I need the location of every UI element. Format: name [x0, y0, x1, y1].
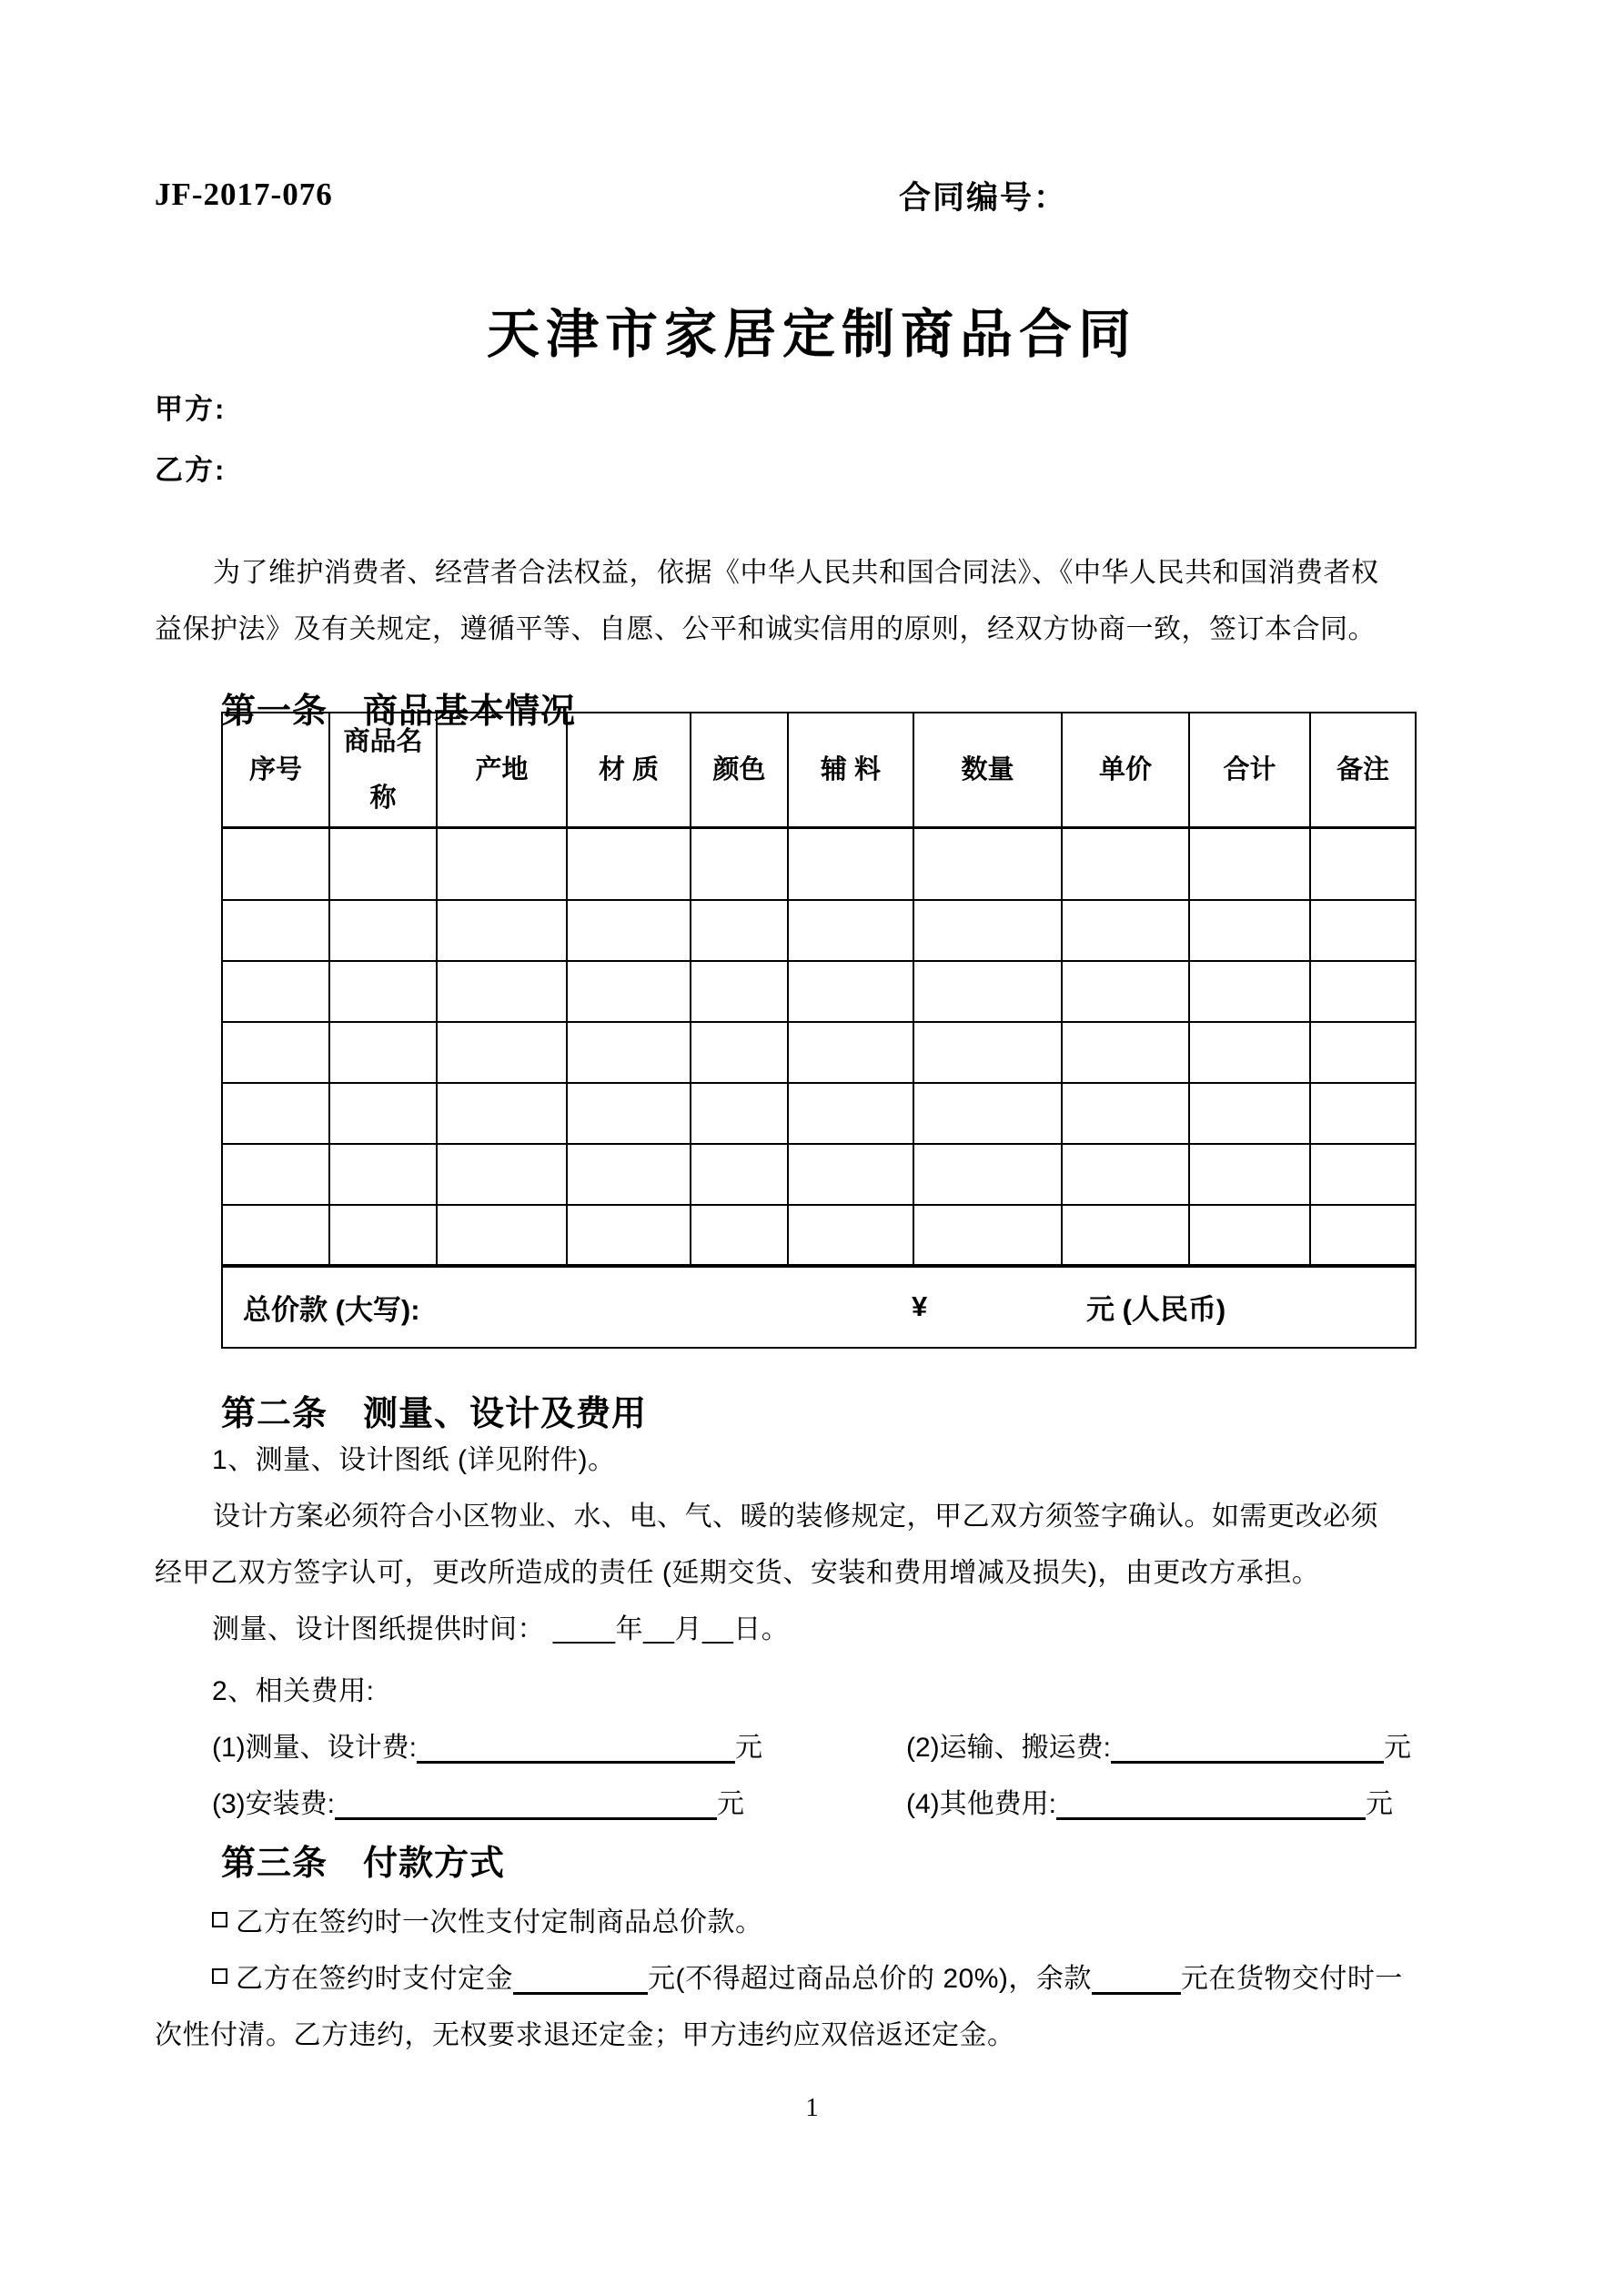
- table-cell[interactable]: [1189, 900, 1310, 961]
- table-cell[interactable]: [691, 828, 788, 900]
- payment-option-1-text: 乙方在签约时一次性支付定制商品总价款。: [236, 1907, 763, 1937]
- article2-item1: 1、测量、设计图纸 (详见附件)。: [212, 1445, 616, 1475]
- table-cell[interactable]: [1310, 1083, 1416, 1144]
- table-cell[interactable]: [329, 961, 437, 1022]
- table-cell[interactable]: [691, 1144, 788, 1205]
- header-cell-color: 颜色: [691, 713, 788, 828]
- table-cell[interactable]: [913, 961, 1062, 1022]
- fee-label-4: (4)其他费用:: [906, 1789, 1056, 1819]
- header-cell-subtotal: 合计: [1189, 713, 1310, 828]
- table-cell[interactable]: [567, 961, 691, 1022]
- article3-heading: 第三条 付款方式: [221, 1845, 506, 1883]
- page-title: 天津市家居定制商品合同: [486, 305, 1137, 364]
- table-cell[interactable]: [788, 1144, 913, 1205]
- payment-option-2-line-2: 次性付清。乙方违约，无权要求退还定金；甲方违约应双倍返还定金。: [155, 2020, 1015, 2050]
- header-cell-origin: 产地: [437, 713, 567, 828]
- table-cell[interactable]: [1189, 1205, 1310, 1266]
- fee-blank-2[interactable]: [1111, 1733, 1384, 1764]
- table-cell[interactable]: [691, 1083, 788, 1144]
- table-cell[interactable]: [1189, 1022, 1310, 1083]
- intro-line-2: 益保护法》及有关规定，遵循平等、自愿、公平和诚实信用的原则，经双方协商一致，签订本合同。: [155, 614, 1376, 644]
- contract-number-label: 合同编号：: [899, 180, 1068, 216]
- table-total-row: [222, 1266, 1416, 1348]
- fee-label-3: (3)安装费:: [212, 1789, 335, 1819]
- article2-para-line-1: 设计方案必须符合小区物业、水、电、气、暖的装修规定，甲乙双方须签字确认。如需更改必须: [213, 1502, 1378, 1532]
- table-cell[interactable]: [691, 1205, 788, 1266]
- table-cell[interactable]: [222, 900, 329, 961]
- table-cell[interactable]: [1062, 961, 1189, 1022]
- table-cell[interactable]: [567, 900, 691, 961]
- table-cell[interactable]: [437, 961, 567, 1022]
- table-cell[interactable]: [567, 1022, 691, 1083]
- total-price-label: 总价款 (大写):: [243, 1293, 420, 1326]
- header-cell-unit-price: 单价: [1062, 713, 1189, 828]
- table-cell[interactable]: [437, 1083, 567, 1144]
- table-cell[interactable]: [1310, 828, 1416, 900]
- table-cell[interactable]: [437, 828, 567, 900]
- table-cell[interactable]: [788, 1205, 913, 1266]
- fee-unit-4: 元: [1366, 1789, 1393, 1819]
- table-row: [222, 961, 1416, 1022]
- article1-heading: 第一条 商品基本情况: [221, 693, 577, 731]
- table-cell[interactable]: [913, 900, 1062, 961]
- table-cell[interactable]: [222, 961, 329, 1022]
- article2-para-line-2: 经甲乙双方签字认可，更改所造成的责任 (延期交货、安装和费用增减及损失)，由更改方承担。: [155, 1558, 1320, 1588]
- products-table-wrap: [221, 712, 1417, 1349]
- balance-amount-blank[interactable]: [1092, 1964, 1181, 1995]
- total-price-cell[interactable]: [222, 1266, 1416, 1348]
- table-cell[interactable]: [329, 1205, 437, 1266]
- table-cell[interactable]: [437, 1144, 567, 1205]
- table-cell[interactable]: [1062, 828, 1189, 900]
- table-cell[interactable]: [913, 1144, 1062, 1205]
- table-cell[interactable]: [691, 900, 788, 961]
- fee-label-1: (1)测量、设计费:: [212, 1733, 417, 1763]
- table-cell[interactable]: [329, 1144, 437, 1205]
- header-cell-product-name: 商品名称: [329, 713, 437, 828]
- table-cell[interactable]: [567, 1144, 691, 1205]
- table-cell[interactable]: [788, 961, 913, 1022]
- article2-item2: 2、相关费用:: [212, 1676, 375, 1706]
- table-cell[interactable]: [1189, 961, 1310, 1022]
- fee-row-2: [212, 1776, 1513, 1833]
- article2-paragraph: [155, 1489, 1515, 1602]
- table-cell[interactable]: [913, 1022, 1062, 1083]
- table-row: [222, 900, 1416, 961]
- table-cell[interactable]: [691, 1022, 788, 1083]
- table-cell[interactable]: [437, 1205, 567, 1266]
- header-cell-index: 序号: [222, 713, 329, 828]
- fee-item-4: [906, 1776, 1393, 1833]
- table-row: [222, 1205, 1416, 1266]
- table-cell[interactable]: [913, 828, 1062, 900]
- table-cell[interactable]: [1062, 1205, 1189, 1266]
- table-cell[interactable]: [1062, 1022, 1189, 1083]
- table-cell[interactable]: [691, 961, 788, 1022]
- party-b-label: 乙方:: [155, 454, 227, 486]
- table-row: [222, 1083, 1416, 1144]
- document-code: JF-2017-076: [155, 177, 333, 212]
- total-unit-label: 元 (人民币): [1086, 1293, 1226, 1326]
- table-cell[interactable]: [1189, 828, 1310, 900]
- products-table: [221, 712, 1417, 1349]
- table-cell[interactable]: [567, 1083, 691, 1144]
- table-cell[interactable]: [222, 1205, 329, 1266]
- table-cell[interactable]: [788, 1083, 913, 1144]
- fee-label-2: (2)运输、搬运费:: [906, 1733, 1111, 1763]
- table-cell[interactable]: [1062, 900, 1189, 961]
- article2-heading: 第二条 测量、设计及费用: [221, 1395, 648, 1433]
- table-cell[interactable]: [913, 1083, 1062, 1144]
- table-cell[interactable]: [222, 1083, 329, 1144]
- table-cell[interactable]: [1310, 900, 1416, 961]
- header-cell-accessories: 辅 料: [788, 713, 913, 828]
- payment-option-2-text-mid: 元(不得超过商品总价的 20%)，余款: [648, 1964, 1092, 1994]
- table-row: [222, 828, 1416, 900]
- payment-option-2-checkbox[interactable]: [212, 1968, 227, 1984]
- table-cell[interactable]: [1310, 961, 1416, 1022]
- payment-option-1: [212, 1895, 1513, 1951]
- payment-option-1-checkbox[interactable]: [212, 1912, 227, 1927]
- table-cell[interactable]: [437, 1022, 567, 1083]
- page-number: 1: [805, 2093, 819, 2122]
- table-cell[interactable]: [1189, 1144, 1310, 1205]
- table-cell[interactable]: [1189, 1083, 1310, 1144]
- table-cell[interactable]: [788, 900, 913, 961]
- table-row: [222, 1022, 1416, 1083]
- fee-blank-1[interactable]: [417, 1733, 735, 1764]
- table-cell[interactable]: [1310, 1022, 1416, 1083]
- table-cell[interactable]: [222, 828, 329, 900]
- currency-symbol: ¥: [912, 1290, 928, 1322]
- table-cell[interactable]: [788, 1022, 913, 1083]
- table-cell[interactable]: [567, 828, 691, 900]
- payment-option-2: [212, 1951, 1499, 2008]
- table-cell[interactable]: [913, 1205, 1062, 1266]
- table-cell[interactable]: [329, 900, 437, 961]
- table-cell[interactable]: [1062, 1144, 1189, 1205]
- fee-row-1: [212, 1720, 1513, 1776]
- table-cell[interactable]: [437, 900, 567, 961]
- intro-line-1: 为了维护消费者、经营者合法权益，依据《中华人民共和国合同法》、《中华人民共和国消费者权: [213, 558, 1379, 588]
- deposit-amount-blank[interactable]: [513, 1964, 648, 1995]
- table-cell[interactable]: [222, 1144, 329, 1205]
- table-cell[interactable]: [1310, 1144, 1416, 1205]
- table-cell[interactable]: [222, 1022, 329, 1083]
- header-cell-remarks: 备注: [1310, 713, 1416, 828]
- fee-blank-3[interactable]: [335, 1789, 717, 1820]
- fee-blank-4[interactable]: [1056, 1789, 1366, 1820]
- table-cell[interactable]: [1062, 1083, 1189, 1144]
- table-cell[interactable]: [329, 1022, 437, 1083]
- fee-unit-3: 元: [717, 1789, 744, 1819]
- party-a-label: 甲方:: [155, 393, 227, 425]
- table-header-row: [222, 713, 1416, 828]
- table-cell[interactable]: [567, 1205, 691, 1266]
- intro-paragraph: [155, 545, 1515, 658]
- fee-item-3: [212, 1789, 744, 1819]
- table-cell[interactable]: [1310, 1205, 1416, 1266]
- table-cell[interactable]: [329, 828, 437, 900]
- table-row: [222, 1144, 1416, 1205]
- fee-unit-1: 元: [735, 1733, 762, 1763]
- payment-option-2-text-pre: 乙方在签约时支付定金: [236, 1964, 513, 1994]
- table-cell[interactable]: [788, 828, 913, 900]
- fee-item-2: [906, 1720, 1411, 1776]
- header-cell-material: 材 质: [567, 713, 691, 828]
- header-cell-quantity: 数量: [913, 713, 1062, 828]
- payment-option-2-text-post: 元在货物交付时一: [1180, 1964, 1403, 1994]
- article2-time-line[interactable]: 测量、设计图纸提供时间： ____年__月__日。: [212, 1614, 790, 1644]
- fee-unit-2: 元: [1384, 1733, 1411, 1763]
- table-cell[interactable]: [329, 1083, 437, 1144]
- fee-item-1: [212, 1733, 762, 1763]
